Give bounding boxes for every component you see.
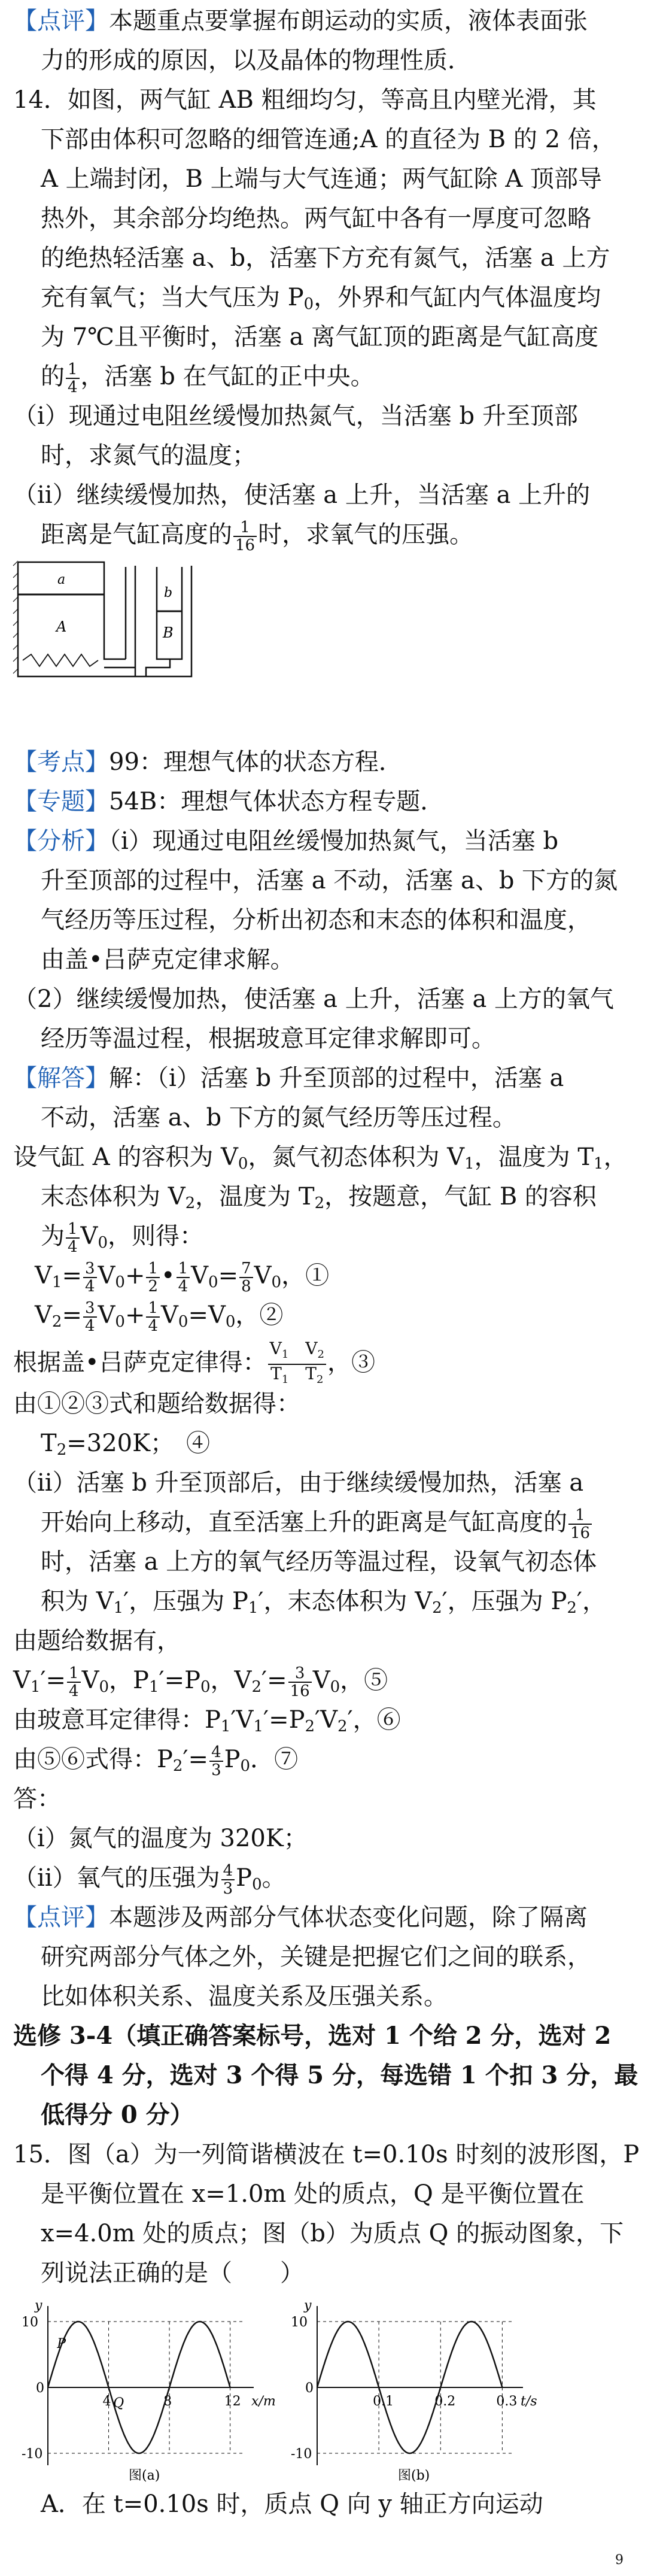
- x-tick-label: 4: [102, 2394, 111, 2409]
- jieda-line-1: 【解答】解：（ⅰ）活塞 b 升至顶部的过程中，活塞 a: [13, 1064, 564, 1092]
- part-ii-line-6: $V_1'=$ $\frac{1}{4}$ $V_0$，$P_1'=P_0$，$V_2'=$ $\frac{3}{16}$ $V_0$，⑤: [13, 1664, 388, 1700]
- q14-line-3: A 上端封闭，B 上端与大气连通；两气缸除 A 顶部导: [41, 165, 603, 193]
- answer-i: （ⅰ）氮气的温度为 320K；: [13, 1825, 308, 1852]
- fenxi-line-6: 经历等温过程，根据玻意耳定律求解即可。: [41, 1025, 495, 1052]
- gas-cylinder-figure: [13, 554, 229, 682]
- q14-part-i-line-2: 时，求氮气的温度；: [41, 442, 256, 469]
- point-p-label: P: [57, 2337, 66, 2352]
- boyle-line: 由玻意耳定律得：$P_1'V_1'=P_2'V_2'$，⑥: [13, 1706, 401, 1735]
- t2-result-line: $T_2=320K$； ④: [41, 1430, 210, 1459]
- label-B: B: [163, 624, 174, 641]
- label-A: A: [56, 618, 67, 635]
- y-tick-label: -10: [291, 2447, 312, 2462]
- solution-line-1: 设气缸 A 的容积为 $V_0$，氮气初态体积为 $V_1$，温度为 $T_1$，: [13, 1143, 628, 1173]
- part-ii-line-4: 积为 $V_1'$，压强为 $P_1'$，末态体积为 $V_2'$，压强为 $P_2'$，: [41, 1588, 607, 1617]
- derive-line: 由①②③式和题给数据得：: [13, 1390, 300, 1418]
- q14-line-1: 14．如图，两气缸 AB 粗细均匀，等高且内壁光滑，其: [13, 86, 597, 114]
- review-line-1: 【点评】本题重点要掌握布朗运动的实质，液体表面张: [13, 7, 588, 35]
- part-ii-line-5: 由题给数据有，: [13, 1627, 181, 1655]
- origin-label: 0: [305, 2381, 314, 2396]
- jieda-line-2: 不动，活塞 a、b 下方的氮气经历等压过程。: [41, 1104, 516, 1131]
- y-tick-label: 10: [291, 2315, 308, 2330]
- q14-line-2: 下部由体积可忽略的细管连通;A 的直径为 B 的 2 倍，: [41, 126, 616, 153]
- q14-line-4: 热外，其余部分均绝热。两气缸中各有一厚度可忽略: [41, 205, 591, 232]
- review-line-2: 力的形成的原因，以及晶体的物理性质．: [41, 47, 472, 74]
- elective-header-3: 低得分 0 分）: [41, 2101, 194, 2129]
- wave-chart-a: [12, 2298, 276, 2483]
- part-ii-line-1: （ⅱ）活塞 b 升至顶部后，由于继续缓慢加热，活塞 a: [13, 1469, 584, 1497]
- q15-line-3: x=4.0m 处的质点；图（b）为质点 Q 的振动图象，下: [41, 2220, 624, 2247]
- origin-label: 0: [36, 2381, 44, 2396]
- page-number: 9: [615, 2553, 624, 2568]
- x-axis-label: t/s: [521, 2394, 537, 2409]
- answer-label: 答：: [13, 1785, 61, 1813]
- q14-line-6: 充有氧气；当大气压为 $P_0$，外界和气缸内气体温度均: [41, 284, 601, 313]
- y-axis-label: y: [304, 2298, 312, 2313]
- point-q-label: Q: [113, 2396, 124, 2411]
- q14-line-5: 的绝热轻活塞 a、b，活塞下方充有氮气，活塞 a 上方: [41, 244, 610, 272]
- q14-part-i-line-1: （ⅰ）现通过电阻丝缓慢加热氮气，当活塞 b 升至顶部: [13, 402, 578, 430]
- q14-line-8: 的 $\frac{1}{4}$ ，活塞 b 在气缸的正中央。: [41, 360, 375, 396]
- part-ii-line-2: 开始向上移动，直至活塞上升的距离是气缸高度的 $\frac{1}{16}$: [41, 1503, 663, 1542]
- wave-chart-b: [281, 2298, 539, 2483]
- x-tick-label: 0.2: [434, 2394, 456, 2409]
- zhuanti-line: 【专题】54B：理想气体状态方程专题．: [13, 788, 445, 815]
- q15-line-1: 15．图（a）为一列简谐横波在 t=0.10s 时刻的波形图，P: [13, 2141, 640, 2168]
- label-b: b: [164, 585, 173, 600]
- y-axis-label: y: [35, 2298, 42, 2313]
- fenxi-line-1: 【分析】（ⅰ）现通过电阻丝缓慢加热氮气，当活塞 b: [13, 827, 559, 855]
- y-tick-label: 10: [22, 2315, 38, 2330]
- equation-1: $V_1=$ $\frac{3}{4}$ $V_0+$ $\frac{1}{2}$ • $\frac{1}{4}$ $V_0=$ $\frac{7}{8}$ $V_0$，①: [35, 1260, 330, 1295]
- equation-2: $V_2=$ $\frac{3}{4}$ $V_0+$ $\frac{1}{4}$ $V_0=V_0$，②: [35, 1299, 284, 1335]
- elective-header-1: 选修 3-4（填正确答案标号，选对 1 个给 2 分，选对 2: [13, 2022, 612, 2050]
- x-tick-label: 12: [224, 2394, 241, 2409]
- q14-line-7: 为 7℃且平衡时，活塞 a 离气缸顶的距离是气缸高度: [41, 323, 599, 351]
- fenxi-line-2: 升至顶部的过程中，活塞 a 不动，活塞 a、b 下方的氮: [41, 867, 618, 894]
- dianping-line-1: 【点评】本题涉及两部分气体状态变化问题，除了隔离: [13, 1904, 588, 1931]
- q14-part-ii-line-1: （ⅱ）继续缓慢加热，使活塞 a 上升，当活塞 a 上升的: [13, 481, 591, 509]
- label-a: a: [57, 572, 66, 587]
- fenxi-line-4: 由盖•吕萨克定律求解。: [41, 946, 294, 973]
- gay-lussac-line: 根据盖•吕萨克定律得： $\frac{V_1 V_2}{T_1 T_2}$ ，③: [13, 1339, 375, 1386]
- result-p2-line: 由⑤⑥式得：$P_2'=$ $\frac{4}{3}$ $P_0$．⑦: [13, 1743, 299, 1779]
- x-tick-label: 0.3: [496, 2394, 518, 2409]
- fenxi-line-5: （2）继续缓慢加热，使活塞 a 上升，活塞 a 上方的氧气: [13, 985, 615, 1013]
- x-tick-label: 8: [163, 2394, 172, 2409]
- fenxi-line-3: 气经历等压过程，分析出初态和末态的体积和温度，: [41, 906, 591, 934]
- elective-header-2: 个得 4 分，选对 3 个得 5 分，每选错 1 个扣 3 分，最: [41, 2061, 638, 2089]
- kaodian-line: 【考点】99：理想气体的状态方程．: [13, 748, 403, 776]
- solution-line-3: 为 $\frac{1}{4}$ $V_0$，则得：: [41, 1220, 203, 1256]
- cylinder-a-wall: [18, 562, 126, 659]
- dianping-line-2: 研究两部分气体之外，关键是把握它们之间的联系，: [41, 1943, 591, 1971]
- heater-coil: [23, 654, 98, 666]
- chart-title: 图(a): [129, 2468, 160, 2483]
- y-tick-label: -10: [22, 2447, 43, 2462]
- fraction-one-quarter: $\frac{1}{4}$: [66, 361, 80, 396]
- dianping-line-3: 比如体积关系、温度关系及压强关系。: [41, 1983, 448, 2010]
- solution-line-2: 末态体积为 $V_2$，温度为 $T_2$，按题意，气缸 B 的容积: [41, 1183, 597, 1212]
- q15-line-4: 列说法正确的是（ ）: [41, 2259, 304, 2287]
- x-axis-label: x/m: [251, 2394, 276, 2409]
- q14-part-ii-line-2: 距离是气缸高度的 $\frac{1}{16}$ 时，求氧气的压强。: [41, 518, 474, 554]
- review-tag: 【点评】: [13, 7, 109, 35]
- x-tick-label: 0.1: [373, 2394, 394, 2409]
- fraction-one-sixteenth: $\frac{1}{16}$: [233, 519, 257, 554]
- cylinder-b-wall: [157, 567, 182, 659]
- answer-ii: （ⅱ）氧气的压强为 $\frac{4}{3}$ $P_0$。: [13, 1862, 286, 1898]
- q15-option-a: A．在 t=0.10s 时，质点 Q 向 y 轴正方向运动: [41, 2490, 543, 2518]
- chart-title: 图(b): [398, 2468, 430, 2483]
- q15-line-2: 是平衡位置在 x=1.0m 处的质点，Q 是平衡位置在: [41, 2180, 585, 2208]
- part-ii-line-3: 时，活塞 a 上方的氧气经历等温过程，设氧气初态体: [41, 1548, 597, 1576]
